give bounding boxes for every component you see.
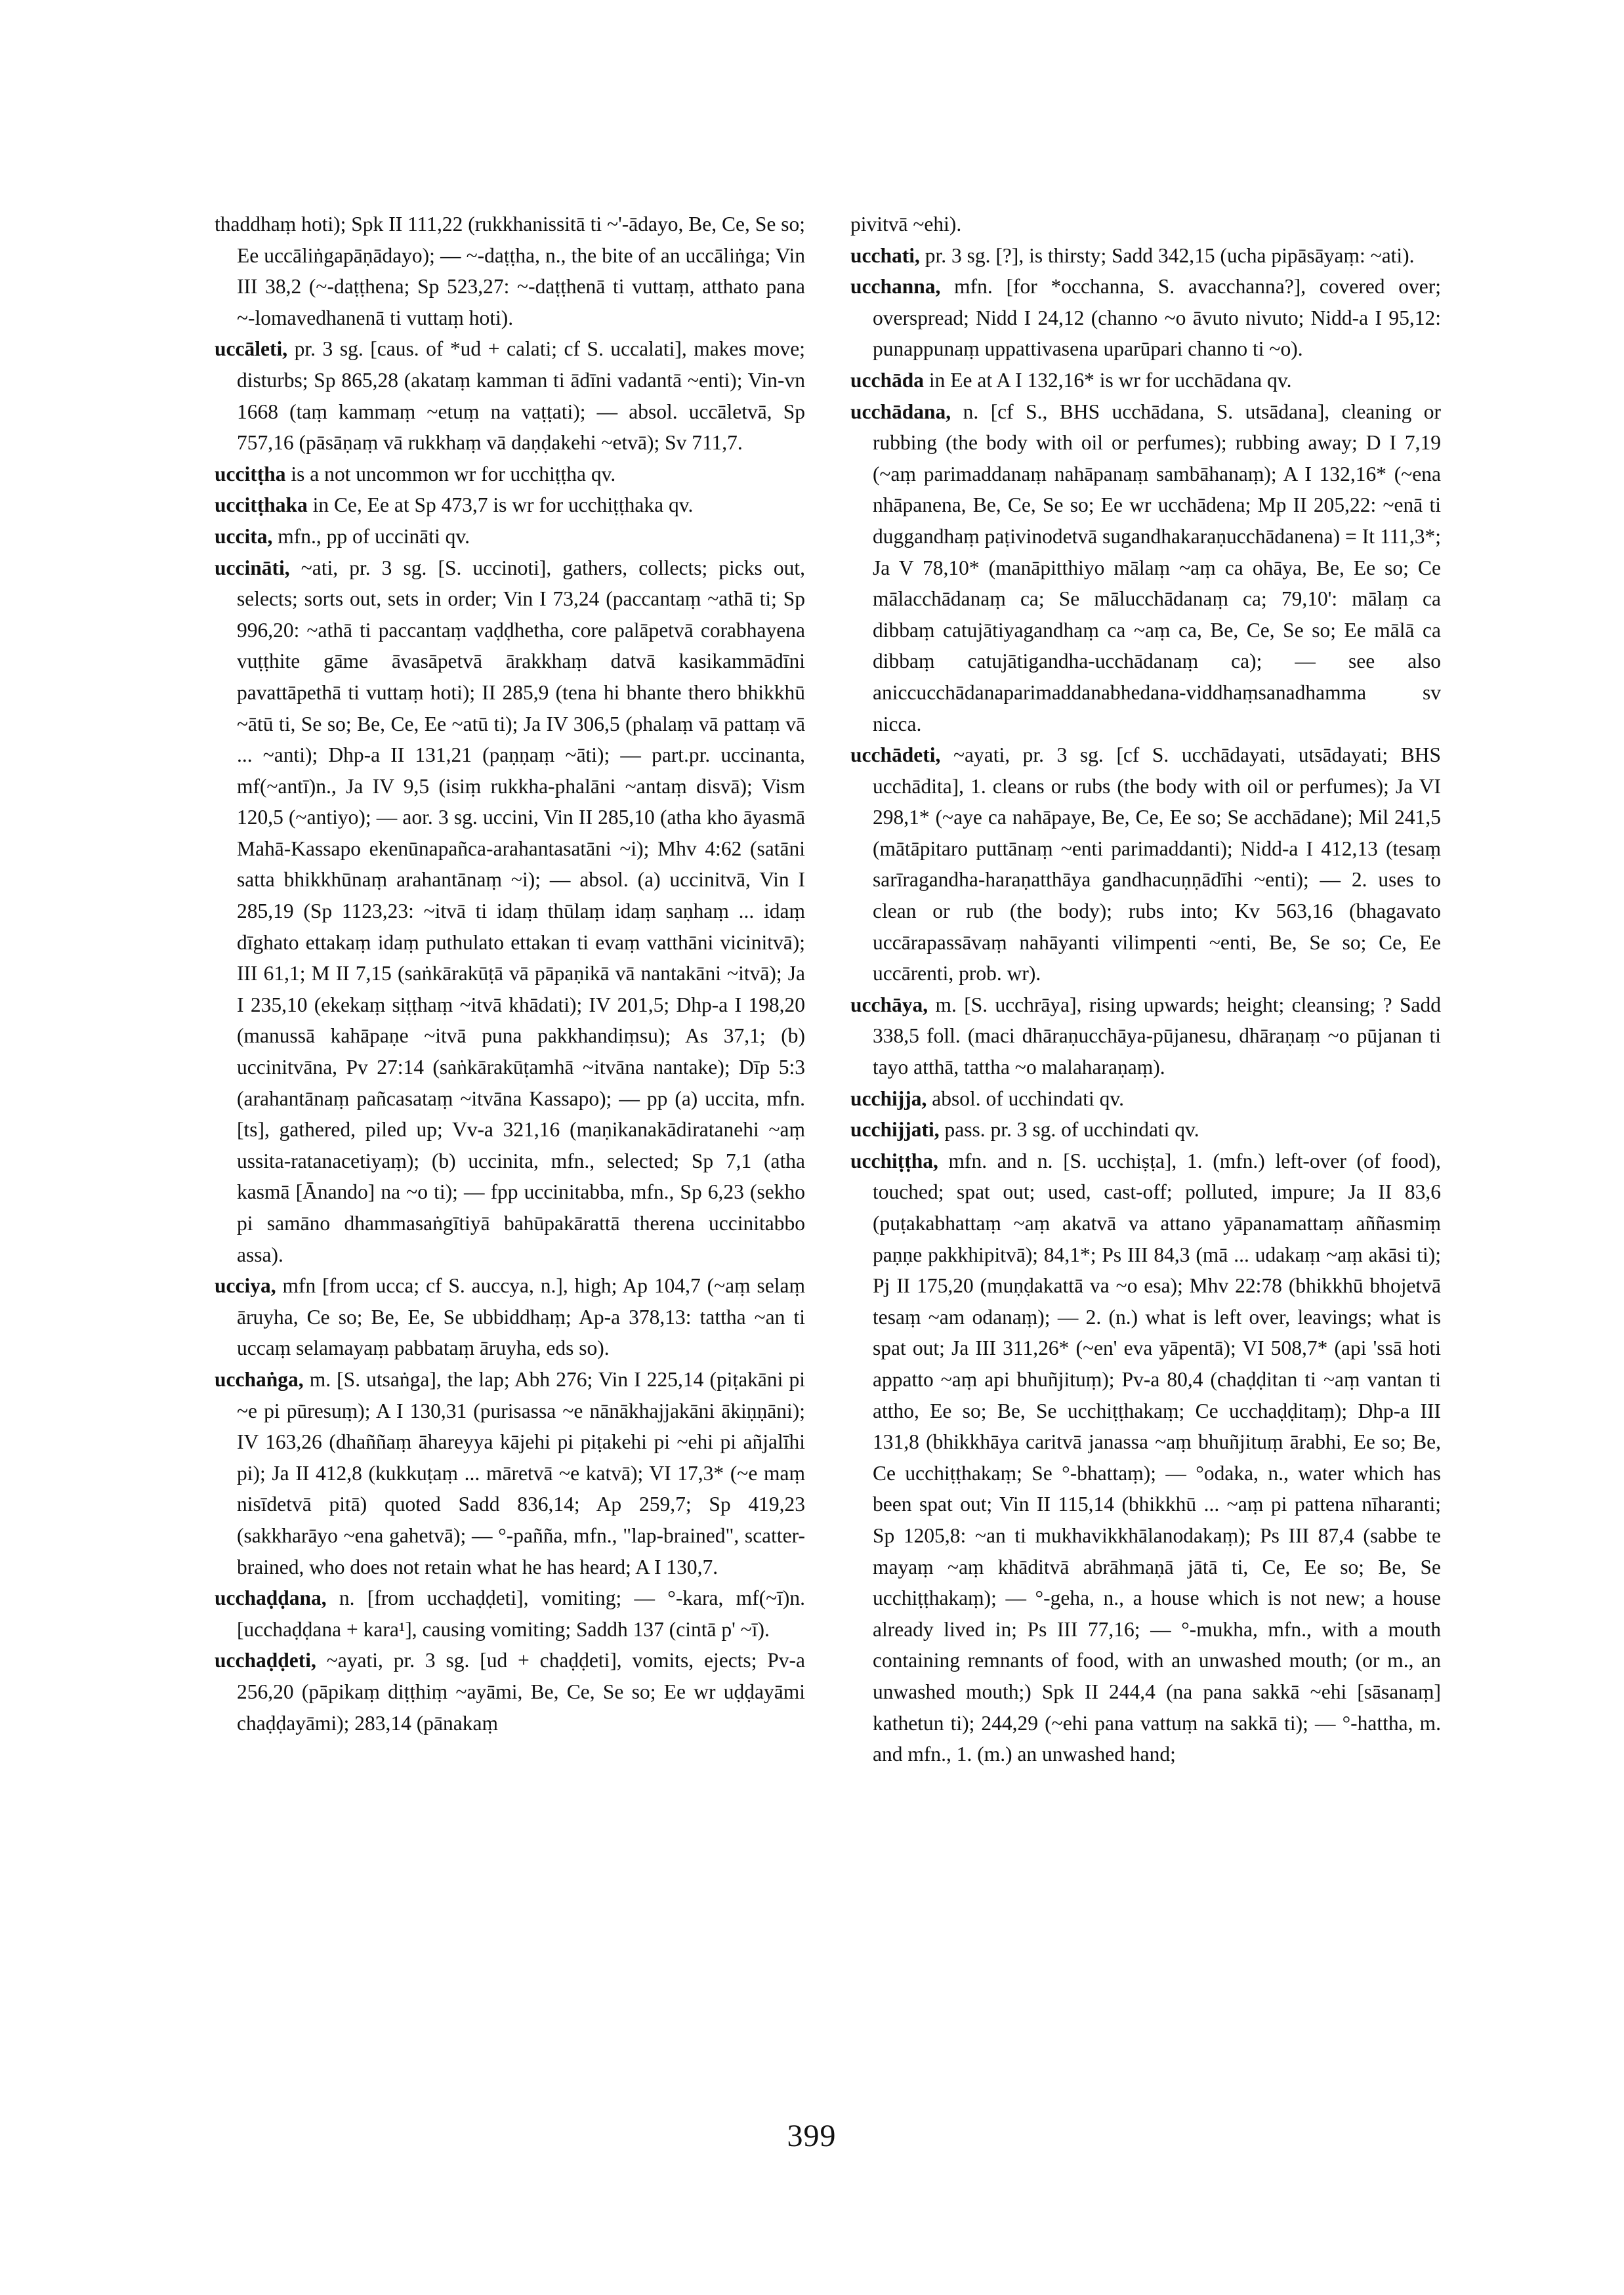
entry-headword: ucchati, bbox=[850, 243, 920, 267]
entry-text: pivitvā ~ehi). bbox=[850, 213, 962, 236]
dictionary-entry bbox=[215, 489, 805, 521]
entry-headword: ucchijja, bbox=[850, 1086, 927, 1110]
entry-headword: ucchanna, bbox=[850, 275, 941, 299]
entry-text: ~ati, pr. 3 sg. [S. uccinoti], gathers, collects; picks out, selects; sorts out, sets in order; Vin I 73,24 (paccantaṃ ~athā ti; Sp 996,20: ~athā ti paccantaṃ vaḍḍhetha, core palāpetvā corabhayena vuṭṭhite gāme āvasāpetvā ārakkhaṃ datvā kasikammādīni pavattāpethā ti vuttaṃ hoti); II 285,9 (tena hi bhante thero bhikkhū ~ātū ti, Se so; Be, Ce, Ee ~atū ti); Ja IV 306,5 (phalaṃ vā pattaṃ vā ... ~anti); Dhp-a II 131,21 (paṇṇaṃ ~āti); — part.pr. uccinanta, mf(~antī)n., Ja IV 9,5 (isiṃ rukkha-phalāni ~antaṃ disvā); Vism 120,5 (~antiyo); — aor. 3 sg. uccini, Vin II 285,10 (atha kho āyasmā Mahā-Kassapo ekenūnapañca-arahantasatāni ~i); Mhv 4:62 (satāni satta bhikkhūnaṃ arahantānaṃ ~i); — absol. (a) uccinitvā, Vin I 285,19 (Sp 1123,23: ~itvā ti idaṃ thūlaṃ idaṃ saṇhaṃ ... idaṃ dīghato ettakaṃ idaṃ puthulato ettakan ti evaṃ vatthāni vicinitvā); III 61,1; M II 7,15 (saṅkārakūṭā vā pāpaṇikā vā nantakāni ~itvā); Ja I 235,10 (ekekaṃ siṭṭhaṃ ~itvā khādati); IV 201,5; Dhp-a I 198,20 (manussā kahāpaṇe ~itvā puna pakkhandiṃsu); As 37,1; (b) uccinitvāna, Pv 27:14 (saṅkārakūṭamhā ~itvāna nantake); Dīp 5:3 (arahantānaṃ pañcasataṃ ~itvāna Kassapo); — pp (a) uccita, mfn. [ts], gathered, piled up; Vv-a 321,16 (maṇikanakādiratanehi ~aṃ ussita-ratanacetiyaṃ); (b) uccinita, mfn., selected; Sp 7,1 (atha kasmā [Ānando] na ~o ti); — fpp uccinitabba, mfn., Sp 6,23 (sekho pi samāno dhammasaṅgītiyā bahūpakārattā therena uccinitabbo assa). bbox=[237, 556, 806, 1266]
entry-headword: ucchaḍḍeti, bbox=[215, 1649, 316, 1672]
entry-headword: uccitṭhaka bbox=[215, 493, 308, 517]
entry-text: pr. 3 sg. [caus. of *ud + calati; cf S. uccalati], makes move; disturbs; Sp 865,28 (akataṃ kamman ti ādīni vadantā ~enti); Vin-vn 1668 (taṃ kammaṃ ~etuṃ na vaṭṭati); — absol. uccāletvā, Sp 757,16 (pāsāṇaṃ vā rukkhaṃ vā daṇḍakehi ~etvā); Sv 711,7. bbox=[237, 337, 806, 455]
dictionary-entry bbox=[215, 1270, 805, 1364]
entry-headword: ucchiṭṭha, bbox=[850, 1149, 938, 1172]
dictionary-entry bbox=[850, 1146, 1441, 1770]
entry-text: mfn., pp of uccināti qv. bbox=[278, 524, 470, 548]
dictionary-entry bbox=[850, 365, 1441, 396]
entry-text: m. [S. utsaṅga], the lap; Abh 276; Vin I 225,14 (piṭakāni pi ~e pi pūresuṃ); A I 130,31 (purisassa ~e nānākhajjakāni ākiṇṇāni); IV 163,26 (dhaññaṃ āhareyya kājehi pi piṭakehi pi ~ehi pi añjalīhi pi); Ja II 412,8 (kukkuṭaṃ ... māretvā ~e katvā); VI 17,3* (~e maṃ nisīdetvā pitā) quoted Sadd 836,14; Ap 259,7; Sp 419,23 (sakkharāyo ~ena gahetvā); — °-pañña, mfn., "lap-brained", scatter-brained, who does not retain what he has heard; A I 130,7. bbox=[237, 1367, 805, 1579]
entry-text: pass. pr. 3 sg. of ucchindati qv. bbox=[944, 1118, 1199, 1142]
entry-text: in Ce, Ee at Sp 473,7 is wr for ucchiṭṭhaka qv. bbox=[312, 493, 694, 517]
entry-text: mfn. [for *occhanna, S. avacchanna?], covered over; overspread; Nidd I 24,12 (channo ~o āvuto nivuto; Nidd-a I 95,12: punappunaṃ uppattivasena uparūpari channo ti ~o). bbox=[873, 275, 1442, 361]
entry-headword: ucchādeti, bbox=[850, 743, 941, 767]
entry-text: m. [S. ucchrāya], rising upwards; height; cleansing; ? Sadd 338,5 foll. (maci dhāraṇucchāya-pūjanesu, dhāraṇaṃ ~o pūjanan ti tayo atthā, tattha ~o malaharaṇaṃ). bbox=[873, 993, 1441, 1079]
entry-text: mfn [from ucca; cf S. auccya, n.], high; Ap 104,7 (~aṃ selaṃ āruyha, Ce so; Be, Ee, Se ubbiddhaṃ; Ap-a 378,13: tattha ~an ti uccaṃ selamayaṃ pabbataṃ āruyha, eds so). bbox=[237, 1274, 805, 1360]
entry-text: is a not uncommon wr for ucchiṭṭha qv. bbox=[291, 462, 616, 486]
dictionary-entry bbox=[850, 271, 1441, 365]
dictionary-entry bbox=[215, 521, 805, 552]
entry-headword: ucciya, bbox=[215, 1274, 276, 1298]
entry-headword: uccita, bbox=[215, 524, 273, 548]
entry-headword: ucchaṅga, bbox=[215, 1367, 304, 1391]
entry-headword: ucchaḍḍana, bbox=[215, 1586, 327, 1610]
entry-headword: uccāleti, bbox=[215, 337, 288, 361]
dictionary-entry bbox=[850, 739, 1441, 989]
dictionary-entry bbox=[215, 333, 805, 458]
entry-headword: uccināti, bbox=[215, 556, 290, 579]
entry-headword: uccitṭha bbox=[215, 462, 286, 486]
dictionary-entry bbox=[850, 1114, 1441, 1146]
entry-text: thaddhaṃ hoti); Spk II 111,22 (rukkhanissitā ti ~'-ādayo, Be, Ce, Se so; Ee uccāliṅgapāṇādayo); — ~-daṭṭha, n., the bite of an uccāliṅga; Vin III 38,2 (~-daṭṭhena; Sp 523,27: ~-daṭṭhenā ti vuttaṃ, atthato pana ~-lomavedhanenā ti vuttaṃ hoti). bbox=[215, 213, 805, 329]
entry-text: n. [from ucchaḍḍeti], vomiting; — °-kara, mf(~ī)n. [ucchaḍḍana + kara¹], causing vomiting; Saddh 137 (cintā p' ~ī). bbox=[237, 1586, 806, 1641]
entry-text: absol. of ucchindati qv. bbox=[932, 1086, 1124, 1110]
entry-text: pr. 3 sg. [?], is thirsty; Sadd 342,15 (ucha pipāsāyaṃ: ~ati). bbox=[925, 243, 1415, 267]
entry-text: ~ayati, pr. 3 sg. [ud + chaḍḍeti], vomits, ejects; Pv-a 256,20 (pāpikaṃ diṭṭhiṃ ~ayāmi, Be, Ce, Se so; Ee wr uḍḍayāmi chaḍḍayāmi); 283,14 (pānakaṃ bbox=[237, 1649, 806, 1735]
entry-headword: ucchijjati, bbox=[850, 1118, 940, 1142]
dictionary-entry bbox=[850, 989, 1441, 1083]
entry-text: n. [cf S., BHS ucchādana, S. utsādana], cleaning or rubbing (the body with oil or perfumes); rubbing away; D I 7,19 (~aṃ parimaddanaṃ nahāpanaṃ sambāhanaṃ); A I 132,16* (~ena nhāpanena, Be, Ce, Se so; Ee wr ucchādena; Mp II 205,22: ~enā ti duggandhaṃ paṭivinodetvā sugandhakaraṇucchādanena) = It 111,3*; Ja V 78,10* (manāpitthiyo mālaṃ ~aṃ ca ohāya, Be, Ee so; Ce mālacchādanaṃ ca; Se mālucchādanaṃ ca; 79,10': mālaṃ ca dibbaṃ catujātiyagandhaṃ ca ~aṃ ca, Be, Ce, Se so; Ee mālā ca dibbaṃ catujātigandha-ucchādanaṃ ca); — see also aniccucchādanaparimaddanabhedana-viddhaṃsanadhamma sv nicca. bbox=[873, 400, 1442, 735]
dictionary-entry bbox=[850, 1083, 1441, 1115]
entry-text: ~ayati, pr. 3 sg. [cf S. ucchādayati, utsādayati; BHS ucchādita], 1. cleans or rubs (the body with oil or perfumes); Ja VI 298,1* (~aye ca nahāpaye, Be, Ce, Ee so; Se acchādane); Mil 241,5 (mātāpitaro puttānaṃ ~enti parimaddanti); Nidd-a I 412,13 (tesaṃ sarīragandha-haraṇatthāya gandhacuṇṇādīhi ~enti); — 2. uses to clean or rub (the body); rubs into; Kv 563,16 (bhagavato uccārapassāvaṃ nahāyanti vilimpenti ~enti, Be, Se so; Ce, Ee uccārenti, prob. wr). bbox=[873, 743, 1441, 985]
dictionary-entry bbox=[215, 552, 805, 1271]
entry-headword: ucchāya, bbox=[850, 993, 928, 1016]
dictionary-entry bbox=[215, 459, 805, 490]
page-number: 399 bbox=[787, 2119, 837, 2153]
entry-headword: ucchādana, bbox=[850, 400, 951, 423]
right-column bbox=[850, 209, 1441, 1770]
dictionary-entry bbox=[215, 209, 805, 333]
entry-text: in Ee at A I 132,16* is wr for ucchādana qv. bbox=[928, 368, 1292, 392]
entry-headword: ucchāda bbox=[850, 368, 925, 392]
dictionary-entry bbox=[215, 1364, 805, 1582]
left-column bbox=[215, 209, 805, 1739]
dictionary-entry bbox=[850, 396, 1441, 740]
entry-text: mfn. and n. [S. ucchiṣṭa], 1. (mfn.) left-over (of food), touched; spat out; used, cast-off; polluted, impure; Ja II 83,6 (puṭakabhattaṃ ~aṃ akatvā va attano yāpanamattaṃ aññasmiṃ paṇṇe pakkhipitvā); 84,1*; Ps III 84,3 (mā ... udakaṃ ~aṃ akāsi ti); Pj II 175,20 (muṇḍakattā va ~o esa); Mhv 22:78 (bhikkhū bhojetvā tesaṃ ~am odanaṃ); — 2. (n.) what is left over, leavings; what is spat out; Ja III 311,26* (~en' eva yāpentā); VI 508,7* (api 'ssā hoti appatto ~aṃ api bhuñjituṃ); Pv-a 80,4 (chaḍḍitan ti ~aṃ vantan ti attho, Ee so; Be, Se ucchiṭṭhakaṃ; Ce ucchaḍḍitaṃ); Dhp-a III 131,8 (bhikkhāya caritvā janassa ~aṃ bhuñjituṃ ārabhi, Ee so; Be, Ce ucchiṭṭhakaṃ; Se °-bhattaṃ); — °odaka, n., water which has been spat out; Vin II 115,14 (bhikkhū ... ~aṃ pi pattena nīharanti; Sp 1205,8: ~an ti mukhavikkhālanodakaṃ); Ps III 87,4 (sabbe te mayaṃ ~aṃ khāditvā abrāhmaṇā jātā ti, Ce, Ee so; Be, Se ucchiṭṭhakaṃ); — °-geha, n., a house which is not new; a house already lived in; Ps III 77,16; — °-mukha, mfn., with a mouth containing remnants of food, with an unwashed mouth; (or m., an unwashed mouth;) Spk II 244,4 (na pana sakkā ~ehi [sāsanaṃ] kathetun ti); 244,29 (~ehi pana vattuṃ na sakkā ti); — °-hattha, m. and mfn., 1. (m.) an unwashed hand; bbox=[873, 1149, 1442, 1766]
dictionary-entry bbox=[215, 1582, 805, 1645]
dictionary-entry bbox=[850, 209, 1441, 240]
dictionary-entry bbox=[215, 1645, 805, 1739]
dictionary-entry bbox=[850, 240, 1441, 272]
